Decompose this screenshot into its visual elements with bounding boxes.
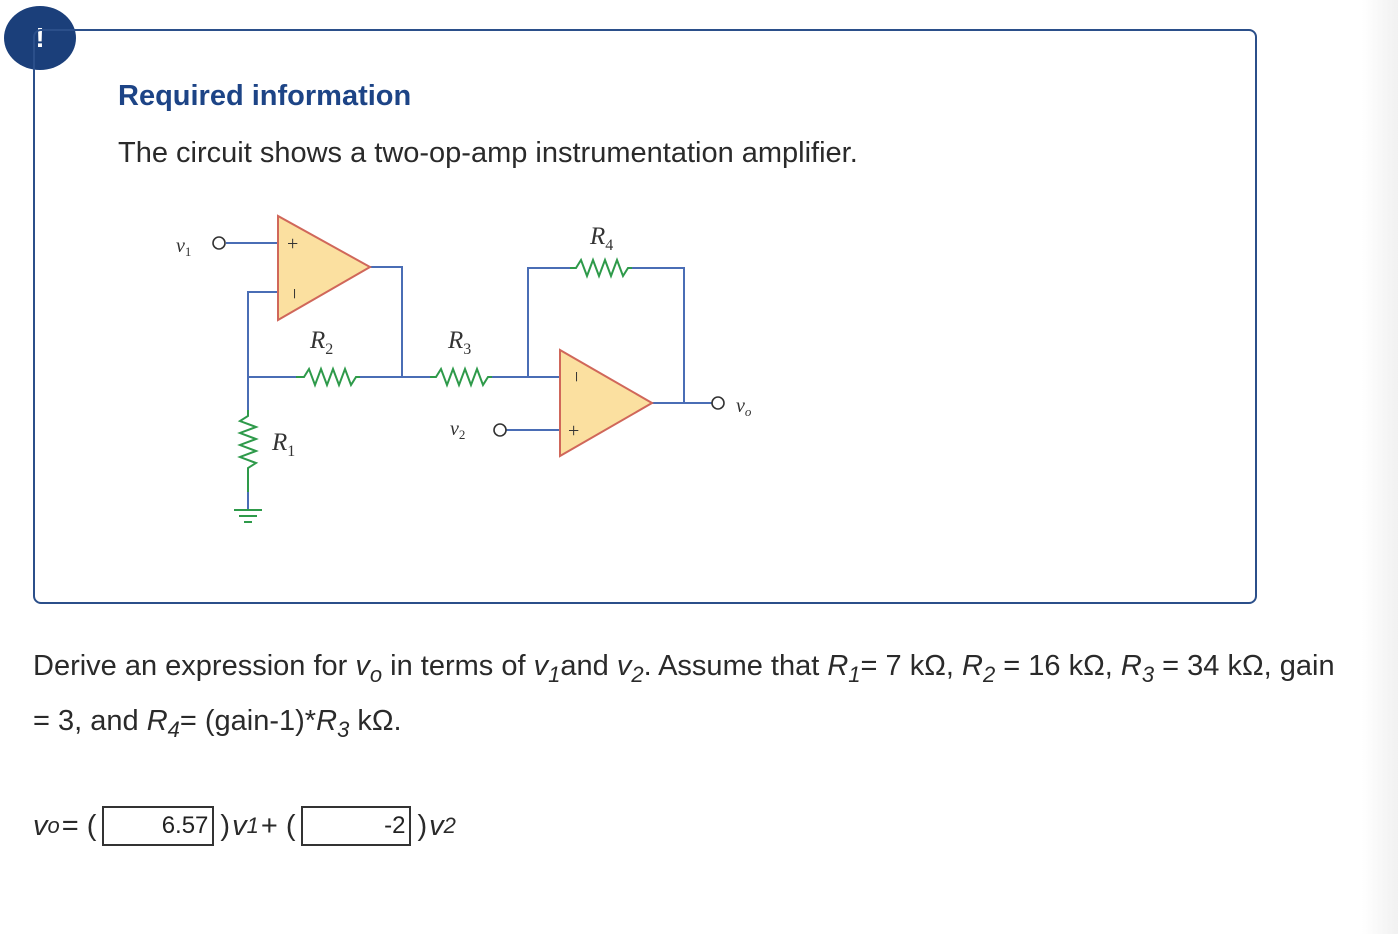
circuit-description: The circuit shows a two-op-amp instrumentation amplifier. (118, 137, 858, 169)
terminal-v1 (213, 237, 225, 249)
resistor-r1 (240, 410, 256, 492)
circuit-svg (160, 200, 800, 540)
var-r1-sub: 1 (848, 662, 861, 687)
var-r1: R (827, 650, 849, 682)
label-v2: $v_2$ (450, 418, 466, 442)
terminal-vo (712, 397, 724, 409)
answer-plus: + ( (260, 809, 296, 842)
exclamation-symbol: ! (35, 22, 45, 53)
answer-close-paren: ) (220, 809, 231, 842)
opamp2-plus: + (568, 420, 580, 442)
answer-equals: = ( (61, 809, 97, 842)
opamp1-plus: + (287, 233, 299, 255)
opamp1-minus: − (283, 288, 305, 300)
var-vo-sub: o (369, 662, 383, 687)
v2-coefficient-input[interactable]: -2 (301, 806, 411, 846)
answer-var-v2-sub: 2 (443, 813, 456, 838)
resistor-r4 (570, 260, 632, 276)
question-part: Derive an expression for (33, 650, 356, 682)
question-text (33, 643, 1343, 753)
question-part: = 7 kΩ, (860, 650, 963, 682)
label-r3: $R_3$ (448, 327, 472, 358)
resistor-r3 (430, 369, 492, 385)
label-v1: $v_1$ (176, 235, 192, 259)
question-part: = 16 kΩ, (995, 650, 1121, 682)
circuit-diagram (160, 200, 800, 540)
answer-var-vo: v (33, 809, 48, 842)
scroll-edge (1362, 0, 1398, 934)
question-part: in terms of (382, 650, 534, 682)
answer-var-vo-sub: o (47, 813, 60, 838)
var-vo: v (355, 650, 370, 682)
var-v1: v (533, 650, 549, 682)
var-r3-sub: 3 (1141, 662, 1155, 687)
v1-coefficient-input[interactable]: 6.57 (102, 806, 214, 846)
var-r2-sub: 2 (982, 662, 996, 687)
var-v2: v (616, 650, 632, 682)
question-part: = 34 kΩ, gain = 3, and (33, 650, 1335, 737)
answer-var-v1-sub: 1 (246, 813, 259, 838)
label-vo: $v_o$ (736, 395, 752, 419)
var-r4-sub: 4 (167, 717, 180, 742)
question-part: . Assume that (643, 650, 828, 682)
var-v1-sub: 1 (548, 662, 561, 687)
var-r3: R (316, 705, 338, 737)
var-r3-sub: 3 (337, 717, 350, 742)
label-r4: $R_4$ (590, 223, 614, 254)
var-r4: R (146, 705, 168, 737)
var-r3: R (1120, 650, 1142, 682)
var-v2-sub: 2 (631, 662, 644, 687)
label-r2: $R_2$ (310, 327, 334, 358)
opamp2-minus: − (565, 371, 587, 383)
var-r2: R (962, 650, 983, 682)
required-information-title: Required information (118, 80, 412, 112)
opamp-1 (278, 216, 370, 320)
resistor-r2 (296, 369, 360, 385)
answer-close-paren: ) (417, 809, 428, 842)
answer-row (33, 806, 456, 846)
answer-var-v1: v (232, 809, 247, 842)
question-part: = (gain-1)* (179, 705, 317, 737)
question-part: and (560, 650, 617, 682)
label-r1: $R_1$ (272, 429, 296, 460)
terminal-v2 (494, 424, 506, 436)
answer-var-v2: v (429, 809, 444, 842)
question-part: kΩ. (349, 705, 402, 737)
